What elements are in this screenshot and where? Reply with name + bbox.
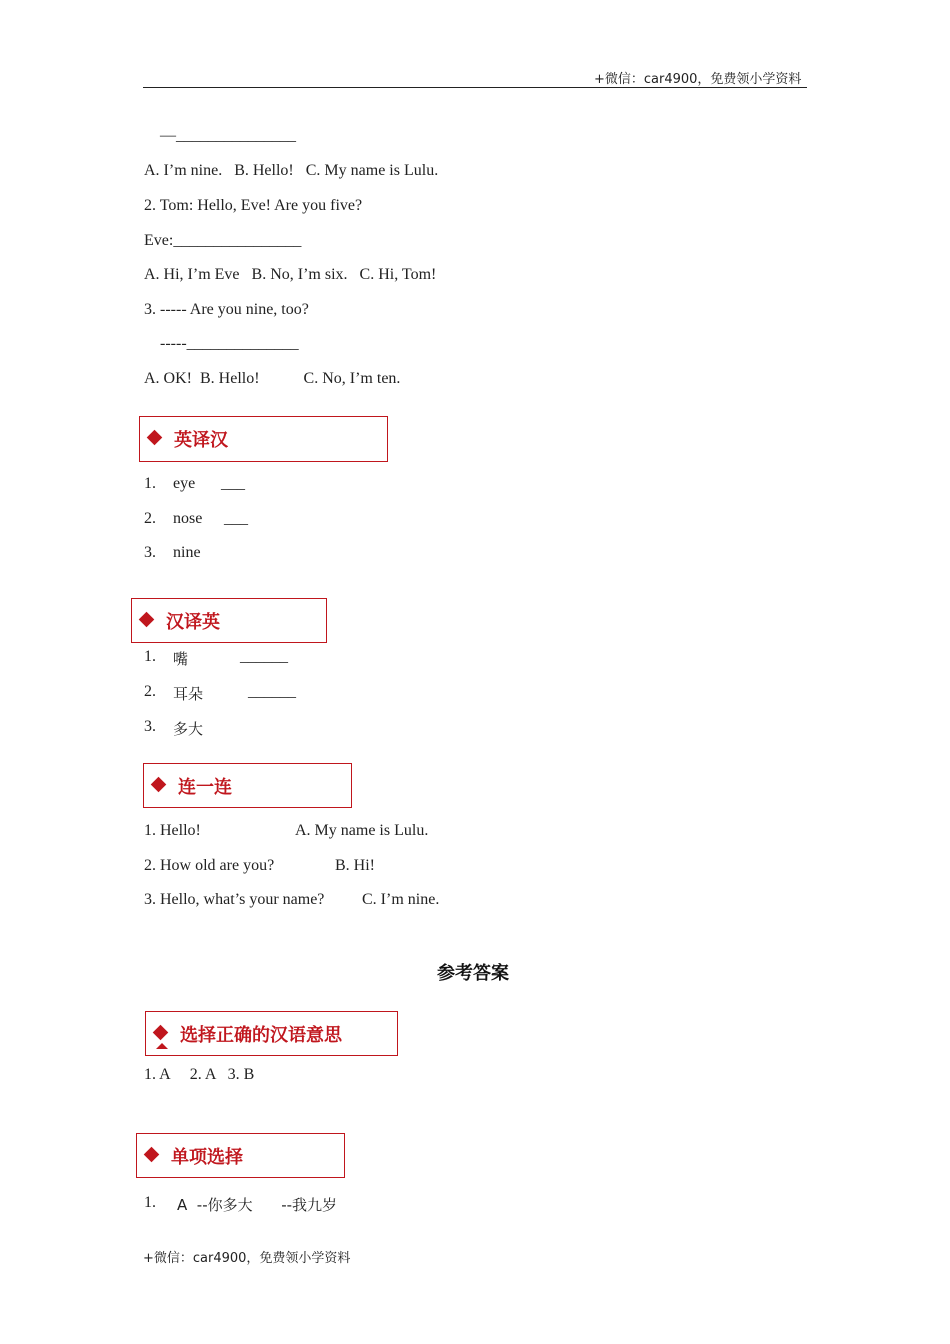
- diamond-icon: [151, 777, 167, 793]
- section-header-c2e: [131, 598, 327, 643]
- section-title: 单项选择: [171, 1147, 243, 1168]
- diamond-icon: [153, 1025, 169, 1041]
- match-left-2: 2. How old are you?: [144, 857, 275, 874]
- ans1-answer: 1. A 2. A 3. B: [144, 1066, 255, 1083]
- e2c-word-1: eye: [173, 475, 196, 492]
- match-right-3: C. I’m nine.: [362, 891, 440, 908]
- q1-options: A. I’m nine. B. Hello! C. My name is Lulu.: [144, 162, 439, 179]
- match-left-3: 3. Hello, what’s your name?: [144, 891, 325, 908]
- e2c-word-3: nine: [173, 544, 201, 561]
- section-header-ans2: [136, 1133, 345, 1178]
- section-header-match: [143, 763, 352, 808]
- section-title: 连一连: [178, 777, 232, 798]
- e2c-word-2: nose: [173, 510, 203, 527]
- c2e-word-2: 耳朵: [173, 685, 204, 703]
- page-footer: +微信：car4900，免费领小学资料: [143, 1251, 351, 1266]
- section-title: 汉译英: [166, 612, 220, 633]
- header-rule: [143, 87, 807, 88]
- match-right-2: B. Hi!: [335, 857, 375, 874]
- diamond-icon: [139, 612, 155, 628]
- q3-prompt: 3. ----- Are you nine, too?: [144, 301, 309, 318]
- triangle-icon: [156, 1043, 168, 1049]
- e2c-blank-1: ___: [221, 475, 245, 492]
- c2e-blank-2: ______: [248, 683, 296, 700]
- c2e-num-2: 2.: [144, 683, 156, 700]
- ans2-answer: A --你多大 --我九岁: [177, 1196, 338, 1214]
- e2c-blank-2: ___: [224, 510, 248, 527]
- c2e-num-1: 1.: [144, 648, 156, 665]
- c2e-blank-1: ______: [240, 648, 288, 665]
- c2e-num-3: 3.: [144, 718, 156, 735]
- c2e-word-3: 多大: [173, 720, 204, 738]
- q1-answer-line: —_______________: [160, 127, 296, 144]
- q2-prompt: 2. Tom: Hello, Eve! Are you five?: [144, 197, 363, 214]
- match-right-1: A. My name is Lulu.: [295, 822, 429, 839]
- diamond-icon: [147, 430, 163, 446]
- e2c-num-2: 2.: [144, 510, 156, 527]
- answers-heading: 参考答案: [437, 963, 509, 984]
- c2e-word-1: 嘴: [173, 650, 189, 668]
- q3-answer-line: -----______________: [160, 335, 299, 352]
- diamond-icon: [144, 1147, 160, 1163]
- e2c-num-1: 1.: [144, 475, 156, 492]
- match-left-1: 1. Hello!: [144, 822, 201, 839]
- section-title: 选择正确的汉语意思: [180, 1025, 342, 1046]
- q2-answer-line: Eve:________________: [144, 232, 302, 249]
- section-header-ans1: [145, 1011, 398, 1056]
- section-header-e2c: [139, 416, 388, 462]
- e2c-num-3: 3.: [144, 544, 156, 561]
- q3-options: A. OK! B. Hello! C. No, I’m ten.: [144, 370, 401, 387]
- section-title: 英译汉: [174, 430, 228, 451]
- page-header: +微信：car4900，免费领小学资料: [594, 72, 802, 87]
- q2-options: A. Hi, I’m Eve B. No, I’m six. C. Hi, Tom!: [144, 266, 437, 283]
- ans2-num: 1.: [144, 1194, 156, 1211]
